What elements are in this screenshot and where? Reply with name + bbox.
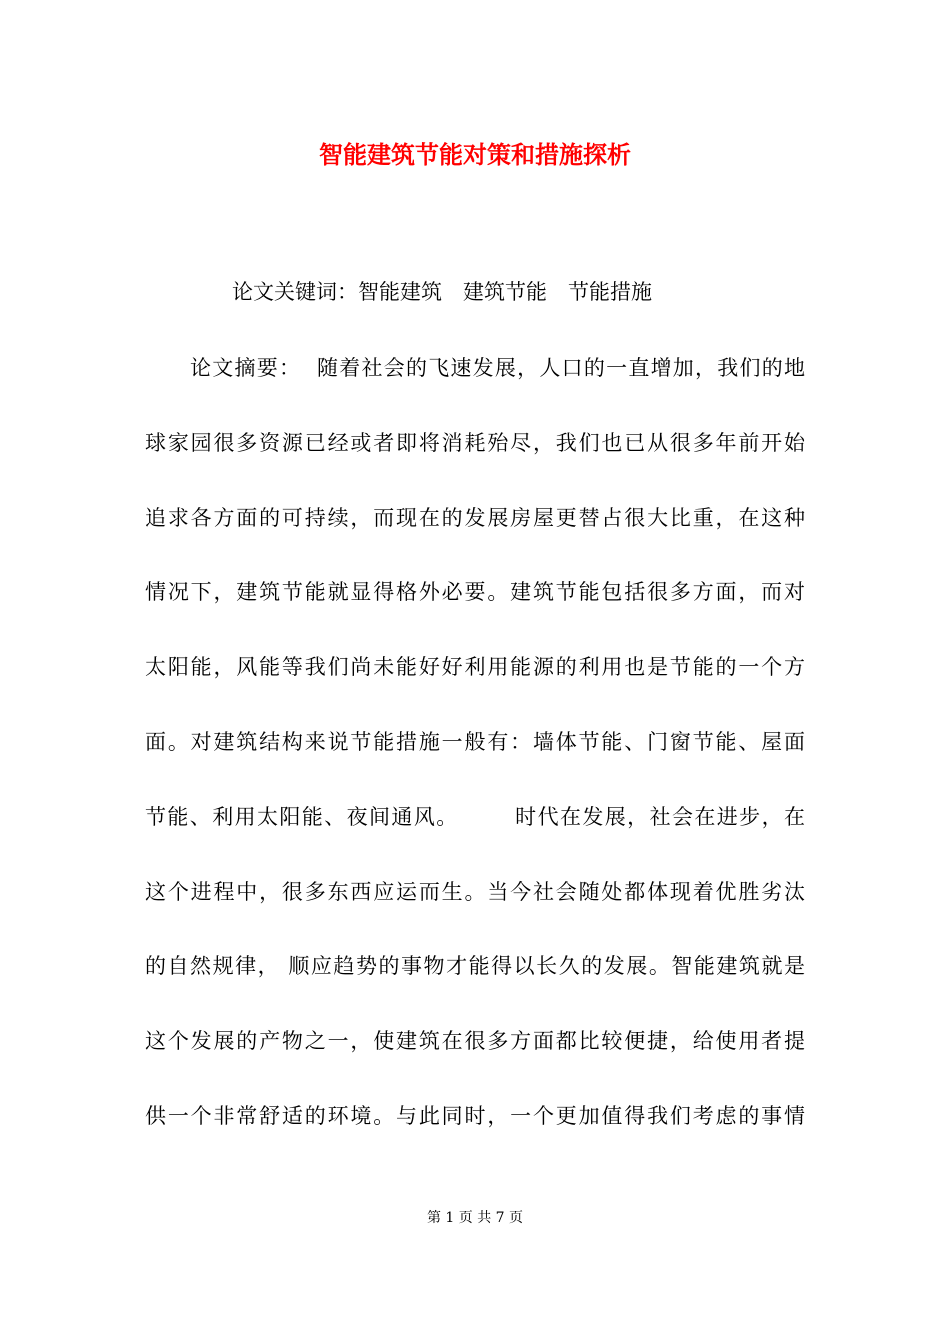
keywords-line: 论文关键词：智能建筑 建筑节能 节能措施 — [232, 280, 652, 304]
abstract-line: 节能、利用太阳能、夜间通风。 时代在发展，社会在进步，在 — [145, 805, 805, 829]
abstract-line: 太阳能，风能等我们尚未能好好利用能源的利用也是节能的一个方 — [145, 655, 805, 679]
abstract-line: 面。对建筑结构来说节能措施一般有：墙体节能、门窗节能、屋面 — [145, 730, 805, 754]
page-footer: 第 1 页 共 7 页 — [426, 1210, 524, 1226]
abstract-line: 这个发展的产物之一，使建筑在很多方面都比较便捷，给使用者提 — [145, 1029, 805, 1053]
abstract-line: 球家园很多资源已经或者即将消耗殆尽，我们也已从很多年前开始 — [145, 431, 805, 455]
abstract-line: 追求各方面的可持续，而现在的发展房屋更替占很大比重，在这种 — [145, 506, 805, 530]
page-title: 智能建筑节能对策和措施探析 — [319, 140, 631, 169]
abstract-line: 的自然规律， 顺应趋势的事物才能得以长久的发展。智能建筑就是 — [145, 954, 805, 978]
abstract-line: 这个进程中，很多东西应运而生。当今社会随处都体现着优胜劣汰 — [145, 880, 805, 904]
abstract-line: 供一个非常舒适的环境。与此同时，一个更加值得我们考虑的事情 — [145, 1104, 805, 1128]
abstract-line: 论文摘要： 随着社会的飞速发展，人口的一直增加，我们的地 — [190, 356, 805, 380]
abstract-line: 情况下，建筑节能就显得格外必要。建筑节能包括很多方面，而对 — [145, 580, 805, 604]
